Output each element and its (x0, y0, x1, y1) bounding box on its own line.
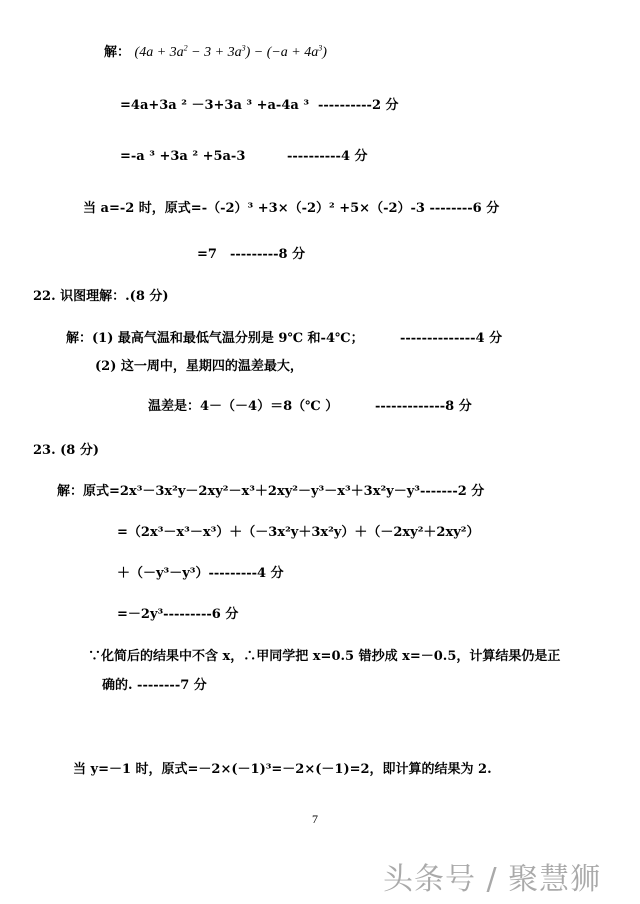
q23-line-4: =－2y³---------6 分 (117, 607, 239, 622)
q23-line-6: 确的. --------7 分 (102, 678, 207, 693)
q21-expr-line-1: =4a+3a ² －3+3a ³ +a-4a ³ (120, 98, 310, 113)
q22-heading: 22. 识图理解：.(8 分) (33, 289, 169, 304)
q23-line-3: ＋（－y³－y³）---------4 分 (117, 566, 284, 581)
watermark: 头条号 / 聚慧狮 (383, 862, 602, 897)
q21-result: =7 (197, 247, 217, 262)
solution-label: 解： (104, 45, 131, 60)
q23-line-7: 当 y=－1 时，原式=－2×(－1)³=－2×(－1)=2，即计算的结果为 2. (73, 762, 492, 777)
q23-line-2: =（2x³－x³－x³）＋（－3x²y＋3x²y）＋（－2xy²＋2xy²） (117, 525, 480, 540)
q21-expr-line-2: =-a ³ +3a ² +5a-3 (120, 149, 246, 164)
q22-difference-line: 温差是：4－（－4）＝8（℃ ） (148, 399, 339, 414)
original-expression: $(4a + 3a^2 - 3 + 3a^3) - (-a + 4a^3)$ (134, 43, 327, 60)
q23-heading: 23. (8 分) (33, 443, 100, 458)
q23-line-1: 解：原式=2x³－3x²y－2xy²－x³＋2xy²－y³－x³＋3x²y－y³-------2 分 (57, 484, 485, 499)
q21-score-2: ----------4 分 (287, 149, 368, 164)
q21-substitution-line: 当 a=-2 时，原式=-（-2）³ +3×（-2）² +5×（-2）-3 --------6 分 (83, 201, 500, 216)
page-number: 7 (312, 812, 318, 826)
q21-score-4: ---------8 分 (230, 247, 306, 262)
q23-line-5: ∵化简后的结果中不含 x，∴甲同学把 x=0.5 错抄成 x=－0.5，计算结果仍是正 (88, 649, 561, 664)
q22-part-1: 解：(1) 最高气温和最低气温分别是 9℃ 和-4℃； (66, 331, 364, 346)
q22-part-1-score: --------------4 分 (400, 331, 503, 346)
q22-part-2: (2) 这一周中，星期四的温差最大， (95, 359, 303, 374)
q21-score-1: ----------2 分 (318, 98, 399, 113)
q22-difference-score: -------------8 分 (375, 399, 472, 414)
q21-solution-header (104, 44, 327, 62)
